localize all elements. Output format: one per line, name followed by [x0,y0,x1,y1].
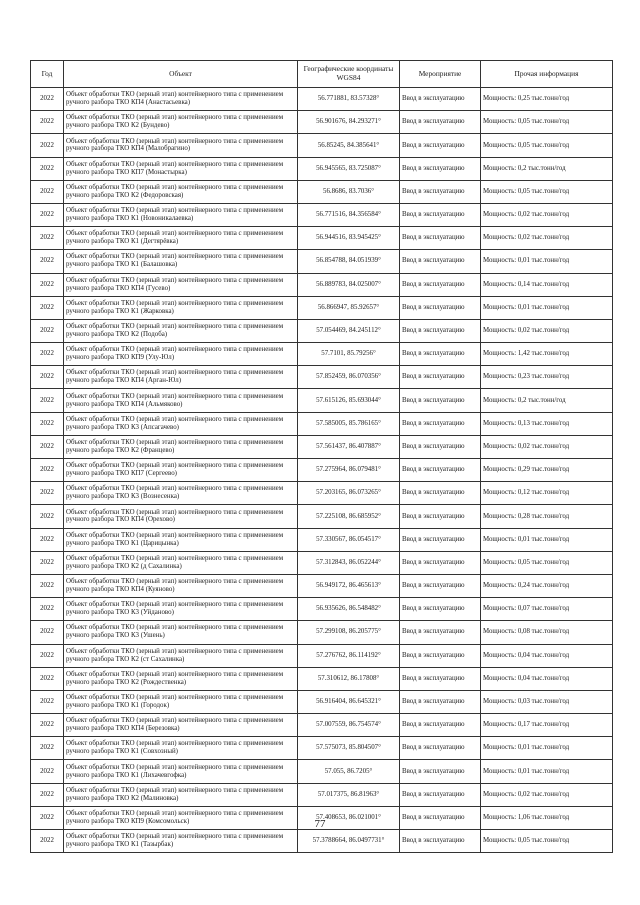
table-row [31,551,613,574]
cell-object: Объект обработки ТКО (зерный этап) контейнерного типа с применением ручного разбора ТКО К2 (ст Сахалинка) [64,644,298,667]
cell-object: Объект обработки ТКО (зерный этап) контейнерного типа с применением ручного разбора ТКО КП4 (Орехово) [64,505,298,528]
cell-year: 2022 [31,134,64,157]
cell-other-info: Мощность: 0,02 тыс.тонн/год [481,435,613,458]
table-row [31,157,613,180]
table-row [31,783,613,806]
cell-coordinates: 56.944516, 83.945425° [298,227,400,250]
cell-other-info: Мощность: 0,02 тыс.тонн/год [481,203,613,226]
cell-other-info: Мощность: 0,04 тыс.тонн/год [481,644,613,667]
cell-event: Ввод в эксплуатацию [400,830,481,853]
cell-object: Объект обработки ТКО (зерный этап) контейнерного типа с применением ручного разбора ТКО К2 (Федоровская) [64,180,298,203]
cell-coordinates: 57.312843, 86.052244° [298,551,400,574]
cell-year: 2022 [31,366,64,389]
cell-coordinates: 56.771881, 83.57328° [298,88,400,111]
cell-other-info: Мощность: 0,02 тыс.тонн/год [481,227,613,250]
cell-year: 2022 [31,412,64,435]
header-event: Мероприятие [400,61,481,88]
table-row [31,598,613,621]
cell-coordinates: 57.330567, 86.054517° [298,528,400,551]
cell-coordinates: 56.949172, 86.465613° [298,574,400,597]
table-row [31,574,613,597]
cell-year: 2022 [31,111,64,134]
cell-year: 2022 [31,644,64,667]
cell-event: Ввод в эксплуатацию [400,528,481,551]
page-number: 77 [314,818,326,830]
cell-year: 2022 [31,459,64,482]
table-row [31,180,613,203]
cell-object: Объект обработки ТКО (зерный этап) контейнерного типа с применением ручного разбора ТКО К2 (Подоба) [64,319,298,342]
cell-year: 2022 [31,551,64,574]
cell-coordinates: 56.854788, 84.051939° [298,250,400,273]
cell-coordinates: 57.275964, 86.079481° [298,459,400,482]
cell-other-info: Мощность: 0,23 тыс.тонн/год [481,366,613,389]
table-row [31,667,613,690]
cell-coordinates: 57.225108, 86.685952° [298,505,400,528]
table-row [31,505,613,528]
cell-object: Объект обработки ТКО (зерный этап) контейнерного типа с применением ручного разбора ТКО К1 (Лихачевгофка) [64,760,298,783]
cell-object: Объект обработки ТКО (зерный этап) контейнерного типа с применением ручного разбора ТКО К3 (Вознесенка) [64,482,298,505]
cell-event: Ввод в эксплуатацию [400,250,481,273]
cell-event: Ввод в эксплуатацию [400,574,481,597]
cell-object: Объект обработки ТКО (зерный этап) контейнерного типа с применением ручного разбора ТКО КП9 (Улу-Юл) [64,343,298,366]
cell-year: 2022 [31,435,64,458]
cell-other-info: Мощность: 0,02 тыс.тонн/год [481,783,613,806]
cell-other-info: Мощность: 0,29 тыс.тонн/год [481,459,613,482]
cell-year: 2022 [31,598,64,621]
cell-event: Ввод в эксплуатацию [400,134,481,157]
cell-coordinates: 57.7101, 85.79256° [298,343,400,366]
cell-year: 2022 [31,88,64,111]
cell-event: Ввод в эксплуатацию [400,343,481,366]
header-other-info: Прочая информация [481,61,613,88]
cell-year: 2022 [31,250,64,273]
table-row [31,366,613,389]
cell-object: Объект обработки ТКО (зерный этап) контейнерного типа с применением ручного разбора ТКО К1 (Дегтярёвка) [64,227,298,250]
cell-event: Ввод в эксплуатацию [400,644,481,667]
cell-object: Объект обработки ТКО (зерный этап) контейнерного типа с применением ручного разбора ТКО К1 (Совхозный) [64,737,298,760]
cell-year: 2022 [31,389,64,412]
cell-object: Объект обработки ТКО (зерный этап) контейнерного типа с применением ручного разбора ТКО К1 (Балашовка) [64,250,298,273]
cell-other-info: Мощность: 0,04 тыс.тонн/год [481,667,613,690]
cell-event: Ввод в эксплуатацию [400,482,481,505]
table-row [31,435,613,458]
cell-other-info: Мощность: 0,05 тыс.тонн/год [481,111,613,134]
cell-coordinates: 57.055, 86.7205° [298,760,400,783]
cell-coordinates: 56.889783, 84.025007° [298,273,400,296]
cell-coordinates: 57.203165, 86.073265° [298,482,400,505]
cell-coordinates: 56.935626, 86.548482° [298,598,400,621]
cell-other-info: Мощность: 0,01 тыс.тонн/год [481,760,613,783]
cell-event: Ввод в эксплуатацию [400,227,481,250]
cell-other-info: Мощность: 0,05 тыс.тонн/год [481,551,613,574]
table-row [31,134,613,157]
cell-object: Объект обработки ТКО (зерный этап) контейнерного типа с применением ручного разбора ТКО К3 (Ушень) [64,621,298,644]
cell-other-info: Мощность: 0,01 тыс.тонн/год [481,528,613,551]
cell-object: Объект обработки ТКО (зерный этап) контейнерного типа с применением ручного разбора ТКО К2 (Малиновка) [64,783,298,806]
cell-year: 2022 [31,783,64,806]
cell-object: Объект обработки ТКО (зерный этап) контейнерного типа с применением ручного разбора ТКО К1 (Городок) [64,690,298,713]
cell-event: Ввод в эксплуатацию [400,296,481,319]
cell-event: Ввод в эксплуатацию [400,505,481,528]
cell-coordinates: 56.866947, 85.92657° [298,296,400,319]
cell-year: 2022 [31,227,64,250]
header-coordinates: Географические координаты WGS84 [298,61,400,88]
cell-coordinates: 57.054469, 84.245112° [298,319,400,342]
cell-object: Объект обработки ТКО (зерный этап) контейнерного типа с применением ручного разбора ТКО К1 (Жарковка) [64,296,298,319]
table-row [31,296,613,319]
cell-event: Ввод в эксплуатацию [400,366,481,389]
cell-other-info: Мощность: 0,24 тыс.тонн/год [481,574,613,597]
cell-coordinates: 56.901676, 84.293271° [298,111,400,134]
cell-other-info: Мощность: 0,03 тыс.тонн/год [481,690,613,713]
cell-year: 2022 [31,482,64,505]
cell-object: Объект обработки ТКО (зерный этап) контейнерного типа с применением ручного разбора ТКО К2 (д Сахалинка) [64,551,298,574]
cell-other-info: Мощность: 0,01 тыс.тонн/год [481,737,613,760]
cell-object: Объект обработки ТКО (зерный этап) контейнерного типа с применением ручного разбора ТКО К1 (Царицынка) [64,528,298,551]
cell-coordinates: 57.561437, 86.407887° [298,435,400,458]
cell-year: 2022 [31,760,64,783]
cell-object: Объект обработки ТКО (зерный этап) контейнерного типа с применением ручного разбора ТКО КП4 (Куяново) [64,574,298,597]
cell-coordinates: 57.310612, 86.17808° [298,667,400,690]
table-row [31,343,613,366]
table-row [31,111,613,134]
cell-other-info: Мощность: 0,05 тыс.тонн/год [481,830,613,853]
cell-event: Ввод в эксплуатацию [400,111,481,134]
cell-other-info: Мощность: 0,01 тыс.тонн/год [481,296,613,319]
cell-year: 2022 [31,203,64,226]
cell-year: 2022 [31,621,64,644]
cell-event: Ввод в эксплуатацию [400,459,481,482]
cell-other-info: Мощность: 0,02 тыс.тонн/год [481,319,613,342]
cell-year: 2022 [31,690,64,713]
cell-event: Ввод в эксплуатацию [400,690,481,713]
table-row [31,830,613,853]
facilities-table [30,60,613,853]
table-row [31,412,613,435]
cell-year: 2022 [31,180,64,203]
cell-year: 2022 [31,830,64,853]
cell-object: Объект обработки ТКО (зерный этап) контейнерного типа с применением ручного разбора ТКО К3 (Уйданово) [64,598,298,621]
cell-year: 2022 [31,157,64,180]
cell-event: Ввод в эксплуатацию [400,203,481,226]
cell-event: Ввод в эксплуатацию [400,157,481,180]
cell-event: Ввод в эксплуатацию [400,621,481,644]
cell-event: Ввод в эксплуатацию [400,551,481,574]
cell-other-info: Мощность: 0,07 тыс.тонн/год [481,598,613,621]
table-row [31,737,613,760]
cell-other-info: Мощность: 0,28 тыс.тонн/год [481,505,613,528]
table-row [31,203,613,226]
cell-object: Объект обработки ТКО (зерный этап) контейнерного типа с применением ручного разбора ТКО КП9 (Комсомольск) [64,806,298,829]
cell-event: Ввод в эксплуатацию [400,783,481,806]
cell-year: 2022 [31,737,64,760]
cell-coordinates: 56.85245, 84.385641° [298,134,400,157]
cell-event: Ввод в эксплуатацию [400,806,481,829]
cell-coordinates: 57.276762, 86.114192° [298,644,400,667]
cell-event: Ввод в эксплуатацию [400,319,481,342]
header-year: Год [31,61,64,88]
cell-coordinates: 57.615126, 85.693044° [298,389,400,412]
cell-year: 2022 [31,319,64,342]
cell-coordinates: 56.945565, 83.725087° [298,157,400,180]
cell-other-info: Мощность: 0,25 тыс.тонн/год [481,88,613,111]
cell-object: Объект обработки ТКО (зерный этап) контейнерного типа с применением ручного разбора ТКО КП7 (Монастырка) [64,157,298,180]
cell-year: 2022 [31,667,64,690]
cell-other-info: Мощность: 1,06 тыс.тонн/год [481,806,613,829]
cell-coordinates: 57.017375, 86.81963° [298,783,400,806]
cell-coordinates: 57.575073, 85.804507° [298,737,400,760]
table-row [31,273,613,296]
cell-other-info: Мощность: 0,05 тыс.тонн/год [481,180,613,203]
cell-event: Ввод в эксплуатацию [400,714,481,737]
table-row [31,459,613,482]
table-row [31,319,613,342]
cell-other-info: Мощность: 0,08 тыс.тонн/год [481,621,613,644]
cell-object: Объект обработки ТКО (зерный этап) контейнерного типа с применением ручного разбора ТКО КП4 (Гусево) [64,273,298,296]
cell-object: Объект обработки ТКО (зерный этап) контейнерного типа с применением ручного разбора ТКО К1 (Тазырбак) [64,830,298,853]
cell-event: Ввод в эксплуатацию [400,412,481,435]
cell-object: Объект обработки ТКО (зерный этап) контейнерного типа с применением ручного разбора ТКО КП4 (Анастасьевка) [64,88,298,111]
table-row [31,714,613,737]
cell-object: Объект обработки ТКО (зерный этап) контейнерного типа с применением ручного разбора ТКО КП4 (Малобрагино) [64,134,298,157]
cell-event: Ввод в эксплуатацию [400,667,481,690]
table-row [31,690,613,713]
cell-year: 2022 [31,528,64,551]
cell-year: 2022 [31,505,64,528]
cell-coordinates: 57.3788664, 86.0497731° [298,830,400,853]
cell-coordinates: 56.916404, 86.645321° [298,690,400,713]
cell-event: Ввод в эксплуатацию [400,88,481,111]
cell-year: 2022 [31,343,64,366]
cell-coordinates: 57.299108, 86.205775° [298,621,400,644]
header-object: Объект [64,61,298,88]
cell-object: Объект обработки ТКО (зерный этап) контейнерного типа с применением ручного разбора ТКО КП4 (Арган-Юл) [64,366,298,389]
cell-coordinates: 57.007559, 86.754574° [298,714,400,737]
cell-year: 2022 [31,296,64,319]
cell-object: Объект обработки ТКО (зерный этап) контейнерного типа с применением ручного разбора ТКО К3 (Апсагачево) [64,412,298,435]
table-row [31,621,613,644]
cell-event: Ввод в эксплуатацию [400,435,481,458]
table-header-row [31,61,613,88]
cell-object: Объект обработки ТКО (зерный этап) контейнерного типа с применением ручного разбора ТКО К2 (Рождественка) [64,667,298,690]
cell-event: Ввод в эксплуатацию [400,598,481,621]
table-row [31,482,613,505]
cell-other-info: Мощность: 0,05 тыс.тонн/год [481,134,613,157]
cell-object: Объект обработки ТКО (зерный этап) контейнерного типа с применением ручного разбора ТКО К2 (Бундево) [64,111,298,134]
cell-object: Объект обработки ТКО (зерный этап) контейнерного типа с применением ручного разбора ТКО К1 (Новоникалаевка) [64,203,298,226]
cell-other-info: Мощность: 0,17 тыс.тонн/год [481,714,613,737]
table-row [31,528,613,551]
cell-event: Ввод в эксплуатацию [400,273,481,296]
cell-other-info: Мощность: 0,12 тыс.тонн/год [481,482,613,505]
cell-event: Ввод в эксплуатацию [400,180,481,203]
cell-coordinates: 57.852459, 86.070356° [298,366,400,389]
table-row [31,760,613,783]
cell-event: Ввод в эксплуатацию [400,760,481,783]
table-row [31,644,613,667]
cell-event: Ввод в эксплуатацию [400,389,481,412]
cell-coordinates: 57.585005, 85.786165° [298,412,400,435]
cell-object: Объект обработки ТКО (зерный этап) контейнерного типа с применением ручного разбора ТКО К2 (Францево) [64,435,298,458]
table-row [31,389,613,412]
cell-other-info: Мощность: 1,42 тыс.тонн/год [481,343,613,366]
cell-year: 2022 [31,806,64,829]
cell-other-info: Мощность: 0,13 тыс.тонн/год [481,412,613,435]
cell-event: Ввод в эксплуатацию [400,737,481,760]
cell-object: Объект обработки ТКО (зерный этап) контейнерного типа с применением ручного разбора ТКО КП4 (Альмяково) [64,389,298,412]
cell-other-info: Мощность: 0,2 тыс.тонн/год [481,389,613,412]
cell-object: Объект обработки ТКО (зерный этап) контейнерного типа с применением ручного разбора ТКО КП7 (Сергеево) [64,459,298,482]
cell-coordinates: 57.408653, 86.021001° [298,806,400,829]
cell-coordinates: 56.771516, 84.356584° [298,203,400,226]
cell-object: Объект обработки ТКО (зерный этап) контейнерного типа с применением ручного разбора ТКО КП4 (Березовка) [64,714,298,737]
cell-other-info: Мощность: 0,2 тыс.тонн/год [481,157,613,180]
cell-other-info: Мощность: 0,01 тыс.тонн/год [481,250,613,273]
cell-year: 2022 [31,273,64,296]
table-body [31,88,613,853]
cell-other-info: Мощность: 0,14 тыс.тонн/год [481,273,613,296]
table-row [31,88,613,111]
cell-year: 2022 [31,574,64,597]
table-row [31,227,613,250]
table-row [31,250,613,273]
cell-year: 2022 [31,714,64,737]
cell-coordinates: 56.8686, 83.7036° [298,180,400,203]
